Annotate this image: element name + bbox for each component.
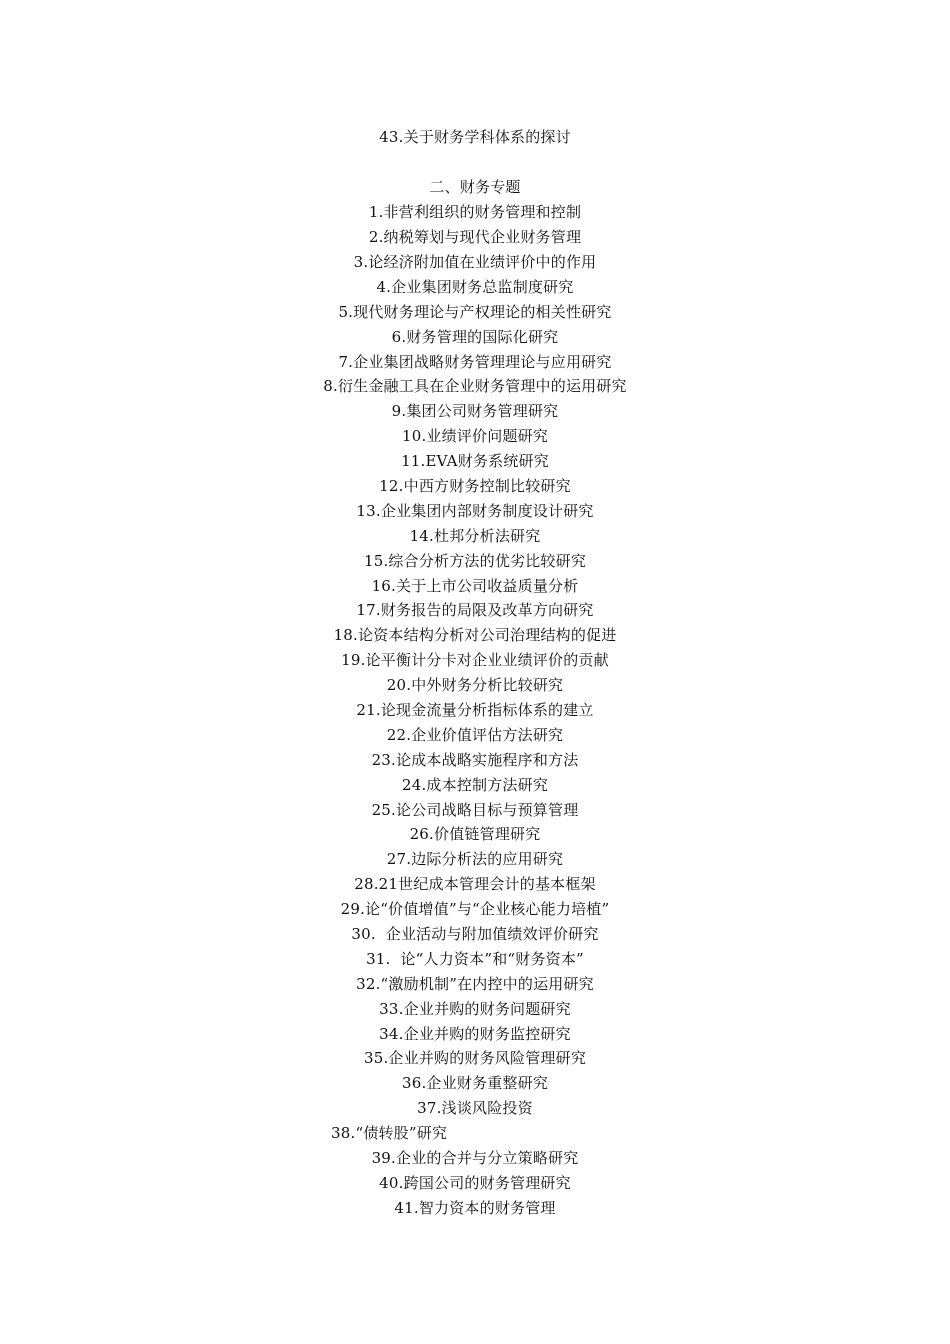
list-item: 36.企业财务重整研究	[401, 1074, 549, 1092]
list-item: 19.论平衡计分卡对企业业绩评价的贡献	[341, 651, 609, 669]
list-item: 13.企业集团内部财务制度设计研究	[356, 502, 594, 520]
list-item: 16.关于上市公司收益质量分析	[371, 577, 579, 595]
list-item: 1.非营利组织的财务管理和控制	[368, 203, 582, 221]
list-item: 27.边际分析法的应用研究	[386, 850, 564, 868]
list-item: 34.企业并购的财务监控研究	[379, 1025, 571, 1043]
list-item: 26.价值链管理研究	[409, 825, 541, 843]
list-item: 14.杜邦分析法研究	[409, 527, 541, 545]
list-item: 3.论经济附加值在业绩评价中的作用	[353, 253, 597, 271]
list-item: 24.成本控制方法研究	[401, 776, 549, 794]
list-item: 28.21世纪成本管理会计的基本框架	[354, 875, 596, 893]
list-item: 15.综合分析方法的优劣比较研究	[363, 552, 587, 570]
list-item: 10.业绩评价问题研究	[401, 427, 549, 445]
list-item: 2.纳税筹划与现代企业财务管理	[368, 228, 582, 246]
list-item: 6.财务管理的国际化研究	[391, 328, 559, 346]
list-item: 11.EVA财务系统研究	[401, 452, 549, 470]
list-item: 37.浅谈风险投资	[417, 1099, 533, 1117]
list-item: 22.企业价值评估方法研究	[386, 726, 564, 744]
list-item: 4.企业集团财务总监制度研究	[376, 278, 574, 296]
list-item: 9.集团公司财务管理研究	[391, 402, 559, 420]
list-item: 39.企业的合并与分立策略研究	[371, 1149, 579, 1167]
list-item: 7.企业集团战略财务管理理论与应用研究	[338, 353, 612, 371]
list-item: 17.财务报告的局限及改革方向研究	[356, 601, 594, 619]
list-item: 20.中外财务分析比较研究	[386, 676, 564, 694]
list-item: 41.智力资本的财务管理	[394, 1199, 556, 1217]
list-item: 18.论资本结构分析对公司治理结构的促进	[333, 626, 617, 644]
list-item: 31. 论“人力资本”和“财务资本”	[366, 950, 584, 968]
list-item: 21.论现金流量分析指标体系的建立	[356, 701, 594, 719]
list-item: 32.“激励机制”在内控中的运用研究	[356, 975, 594, 993]
list-item: 30. 企业活动与附加值绩效评价研究	[351, 925, 599, 943]
list-item: 33.企业并购的财务问题研究	[379, 1000, 571, 1018]
list-item: 23.论成本战略实施程序和方法	[371, 751, 579, 769]
list-item: 38.“债转股”研究	[331, 1124, 448, 1142]
list-item: 8.衍生金融工具在企业财务管理中的运用研究	[323, 377, 627, 395]
list-item: 35.企业并购的财务风险管理研究	[363, 1049, 587, 1067]
list-item: 12.中西方财务控制比较研究	[379, 477, 571, 495]
section-heading: 二、财务专题	[429, 178, 521, 196]
list-item: 5.现代财务理论与产权理论的相关性研究	[338, 303, 612, 321]
list-item: 40.跨国公司的财务管理研究	[379, 1174, 571, 1192]
top-item: 43.关于财务学科体系的探讨	[379, 128, 571, 146]
list-item: 25.论公司战略目标与预算管理	[371, 801, 579, 819]
list-item: 29.论“价值增值”与“企业核心能力培植”	[340, 900, 610, 918]
